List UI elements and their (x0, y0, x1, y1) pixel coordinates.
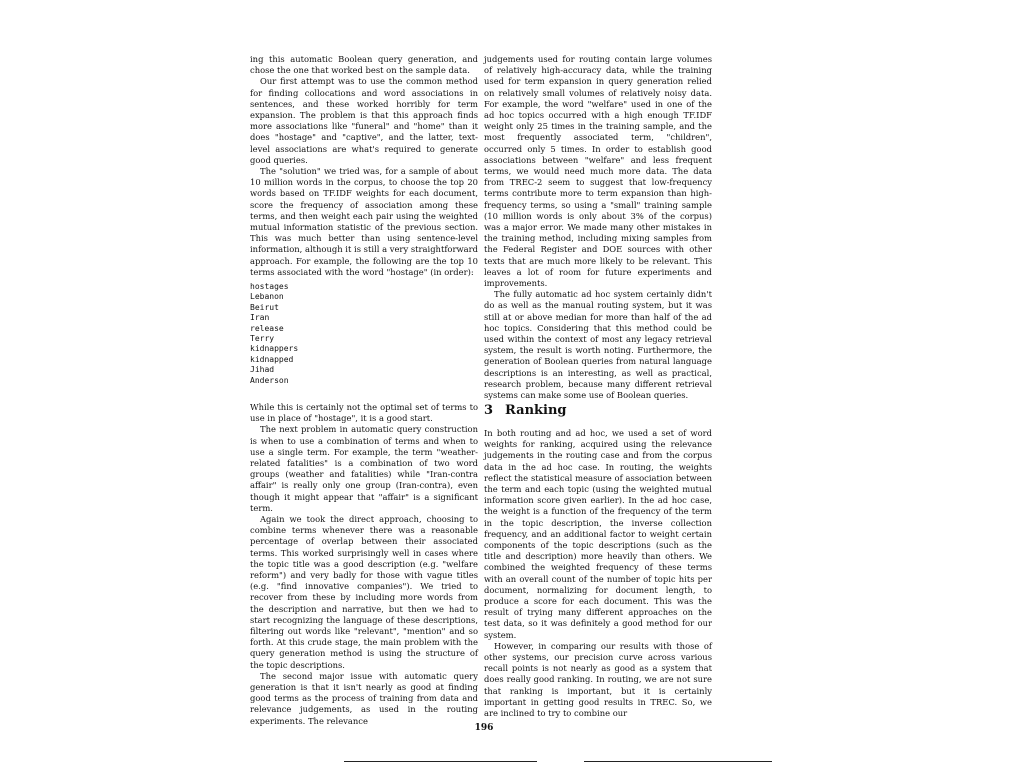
right-column-top (484, 54, 712, 401)
list-item: Jihad (250, 365, 275, 375)
list-item: Terry (250, 334, 275, 344)
page-number: 196 (474, 723, 494, 733)
paragraph: Our first attempt was to use the common method for finding collocations and word associations in sentences, and these worked horribly for term expansion. The problem is that this approach finds more associations like "funeral" and "home" than it does "hostage" and "captive", and the latter, text-level associations are what's required to generate good queries. (250, 76, 478, 165)
section-heading (484, 403, 712, 419)
associated-terms-list (250, 282, 370, 386)
list-item: kidnapped (250, 354, 294, 364)
paragraph: ing this automatic Boolean query generation, and chose the one that worked best on the sample data. (250, 54, 478, 76)
paragraph: However, in comparing our results with those of other systems, our precision curve across various recall points is not nearly as good as a system that does really good ranking. In routing, we are not sure that ranking is important, but it is certainly important in getting good results in TREC. So, we are inclined to try to combine our (484, 640, 712, 719)
list-item: Iran (250, 313, 270, 323)
list-item: kidnappers (250, 344, 299, 354)
list-item: release (250, 323, 284, 333)
list-item: Anderson (250, 375, 289, 385)
list-item: hostages (250, 282, 289, 291)
left-column-top (250, 54, 478, 281)
right-column-bottom (484, 428, 712, 719)
section-number: 3 (484, 403, 494, 418)
paragraph: judgements used for routing contain large volumes of relatively high-accuracy data, while the training used for term expansion in query generation relied on relatively small volumes of relatively noisy data. For example, the word "welfare" used in one of the ad hoc topics occurred with a high enough TF.IDF weight only 25 times in the training sample, and the most frequently associated term, "children", occurred only 5 times. In order to establish good associations between "welfare" and less frequent terms, we would need much more data. The data from TREC-2 seem to suggest that low-frequency terms contribute more to term expansion than high-frequency terms, so using a "small" training sample (10 million words is only about 3% of the corpus) was a major error. We made many other mistakes in the training method, including mixing samples from the Federal Register and DOE sources with other texts that are much more likely to be relevant. This leaves a lot of room for future experiments and improvements. (484, 54, 712, 289)
paragraph: The fully automatic ad hoc system certainly didn't do as well as the manual routing system, but it was still at or above median for more than half of the ad hoc topics. Considering that this method could be used within the context of most any legacy retrieval system, the result is worth noting. Furthermore, the generation of Boolean queries from natural language descriptions is an interesting, as well as practical, research problem, because many different retrieval systems can make some use of Boolean queries. (484, 289, 712, 401)
list-item: Lebanon (250, 292, 284, 302)
paragraph: While this is certainly not the optimal set of terms to use in place of "hostage", it is a good start. (250, 402, 478, 424)
left-column-bottom (250, 402, 478, 726)
paragraph: The second major issue with automatic query generation is that it isn't nearly as good at finding good terms as the process of training from data and relevance judgements, as used in the routing experiments. The relevance (250, 670, 478, 726)
footer-divider (344, 761, 537, 762)
paragraph: In both routing and ad hoc, we used a set of word weights for ranking, acquired using the relevance judgements in the routing case and from the corpus data in the ad hoc case. In routing, the weights reflect the statistical measure of association between the term and each topic (using the weighted mutual information score given earlier). In the ad hoc case, the weight is a function of the frequency of the term in the topic description, the inverse collection frequency, and an additional factor to weight certain components of the topic descriptions (such as the title and description) more heavily than others. We combined the weighted frequency of these terms with an overall count of the number of topic hits per document, normalizing for document length, to produce a score for each document. This was the result of trying many different approaches on the test data, so it was definitely a good method for our system. (484, 428, 712, 640)
footer-divider (584, 761, 772, 762)
paragraph: Again we took the direct approach, choosing to combine terms whenever there was a reasonable percentage of overlap between their associated terms. This worked surprisingly well in cases where the topic title was a good description (e.g. "welfare reform") and very badly for those with vague titles (e.g. "find innovative companies"). We tried to recover from these by including more words from the description and narrative, but then we had to start recognizing the language of these descriptions, filtering out words like "relevant", "mention" and so forth. At this crude stage, the main problem with the query generation method is using the structure of the topic descriptions. (250, 514, 478, 670)
paragraph: The next problem in automatic query construction is when to use a combination of terms and when to use a single term. For example, the term "weather-related fatalities" is a combination of two word groups (weather and fatalities) while "Iran-contra affair" is really only one group (Iran-contra), even though it might appear that "affair" is a significant term. (250, 424, 478, 513)
list-item: Beirut (250, 302, 279, 312)
section-title: Ranking (505, 403, 567, 418)
paragraph: The "solution" we tried was, for a sample of about 10 million words in the corpus, to choose the top 20 words based on TF.IDF weights for each document, score the frequency of association among these terms, and then weight each pair using the weighted mutual information statistic of the previous section. This was much better than using sentence-level information, although it is still a very straightforward approach. For example, the following are the top 10 terms associated with the word "hostage" (in order): (250, 166, 478, 277)
